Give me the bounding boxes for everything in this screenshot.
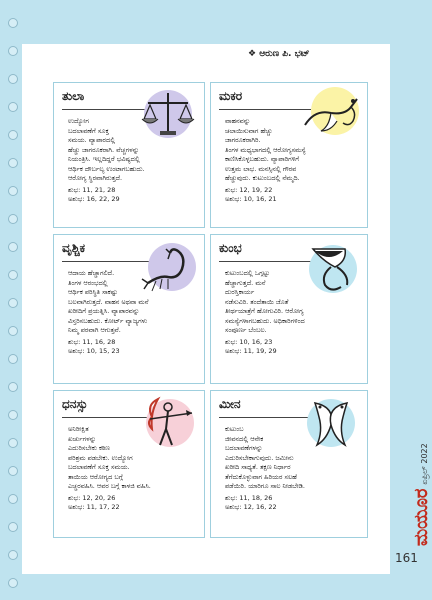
panel-makara [210,82,368,228]
panel-body: ವಾಹನವನ್ನು ಚಲಾಯಿಸುವಾಗ ಹೆಚ್ಚು ಜಾಗರೂಕರಾಗಿರಿ. ತಿಂಗಳ ಮಧ್ಯಭಾಗದಲ್ಲಿ ಆರೋಗ್ಯಸಮಸ್ಯೆ ಕಾಣಿಸಿಕೊಳ್ಳಬಹುದು. ವ್ಯಾಪಾರಿಗಳಿಗೆ ಉತ್ತಮ ಲಾಭ. ಮನಸ್ಸಿನಲ್ಲಿ ಗೌರವ ಹೆಚ್ಚುವುದು. ಕುಟುಂಬದಲ್ಲಿ ನೆಮ್ಮದಿ. ಶುಭ: 12, 19, 22 ಅಶುಭ: 10, 16, 21 [225,117,373,205]
panel-title: ಕುಂಭ [219,241,242,255]
unlucky-days: ಅಶುಭ: 11, 19, 29 [225,347,277,355]
unlucky-days: ಅಶುಭ: 10, 16, 21 [225,195,277,203]
panel-vrishchika [53,234,205,384]
unlucky-days: ಅಶುಭ: 16, 22, 29 [68,195,120,203]
page-number: 161 [395,551,418,565]
panel-tula [53,82,205,228]
panel-title: ಮಕರ [219,89,243,103]
panel-title: ಮೀನ [219,397,241,411]
panel-meena [210,390,368,538]
lucky-days: ಶುಭ: 12, 20, 26 [68,493,116,502]
lucky-days: ಶುಭ: 11, 16, 28 [68,337,116,346]
panel-body: ಅನಿರೀಕ್ಷಿತ ಖರ್ಚುಗಳನ್ನು ಎದುರಿಸಬೇಕು ಕಠಿಣ ಪರಿಶ್ರಮ ಪಡಬೇಕು. ಉದ್ಯೋಗ ಬದಲಾವಣೆಗೆ ಸೂಕ್ತ ಸಮಯ. ತಾಯಿಯ ಆರೋಗ್ಯದ ಬಗ್ಗೆ ಎಚ್ಚರವಹಿಸಿ. ಆವರ ಬಗ್ಗೆ ಕಾಳಜಿ ವಹಿಸಿ. ಶುಭ: 12, 20, 26 ಅಶುಭ: 11, 17, 22 [68,425,216,513]
lucky-days: ಶುಭ: 11, 18, 26 [225,493,273,502]
magazine-sidebar [393,436,432,546]
lucky-days: ಶುಭ: 12, 19, 22 [225,185,273,194]
panel-body: ಕುಟುಂಬದಲ್ಲಿ ಒಗ್ಗಟ್ಟು ಹೆಚ್ಚಾಗುತ್ತದೆ. ಮನೆ ದುರಸ್ತಿಕಾರ್ಯ ನಡೆಸುವಿರಿ. ತಂದೆತಾಯಿ ಜೊತೆ ತೀರ್ಥಯಾತ್ರೆಗೆ ಹೋಗುವಿರಿ. ಆರೋಗ್ಯ ಸಮಸ್ಯೆಗಳಾಗಬಹುದು. ಅಧಿಕಾರಿಗಳಿಂದ ಸಂಪೂರ್ಣ ಬೆಂಬಲ. ಶುಭ: 10, 16, 23 ಅಶುಭ: 11, 19, 29 [225,269,373,357]
unlucky-days: ಅಶುಭ: 11, 17, 22 [68,503,120,511]
panel-body: ಕುಟುಂಬ ಜೀವನದಲ್ಲಿ ಆನೇಕ ಬದಲಾವಣೆಗಳನ್ನು ಎದುರಿಸಬೇಕಾಗುವುದು. ಜಮೀನು ಖರೀದಿ ಸಾಧ್ಯತೆ. ತಕ್ಷಣ ನಿರ್ಧಾರ ತೆಗೆದುಕೊಳ್ಳುವಾಗ ಹಿರಿಯರ ಸಲಹೆ ಪಡೆಯಿರಿ. ಯಾರಿಗೂ ಸಾಲ ನೀಡಬೇಡಿ. ಶುಭ: 11, 18, 26 ಅಶುಭ: 12, 16, 22 [225,425,373,513]
panel-body: ಉದ್ಯೋಗ ಬದಲಾವಣೆಗೆ ಸೂಕ್ತ ಸಮಯ. ವ್ಯಾಪಾರದಲ್ಲಿ ಹೆಚ್ಚು ಜಾಗರೂಕರಾಗಿ. ವೆಚ್ಚಗಳನ್ನು ನಿಯಂತ್ರಿಸಿ. ಇಲ್ಲದಿದ್ದರೆ ಭವಿಷ್ಯದಲ್ಲಿ ಆರ್ಥಿಕ ದೌರ್ಬಲ್ಯ ಉಂಟಾಗಬಹುದು. ಆರೋಗ್ಯ ಸ್ಥಿರವಾಗಿರುತ್ತದೆ. ಶುಭ: 11, 21, 28 ಅಶುಭ: 16, 22, 29 [68,117,216,205]
panel-dhanassu [53,390,205,538]
panel-title: ತುಲಾ [62,89,85,103]
unlucky-days: ಅಶುಭ: 10, 15, 23 [68,347,120,355]
panel-title: ವೃಶ್ಚಿಕ [62,241,86,255]
byline: ❖ ಆರುಣ ಪಿ. ಭಟ್ [248,49,310,59]
lucky-days: ಶುಭ: 11, 21, 28 [68,185,116,194]
panel-title: ಧನಸ್ಸು [62,397,88,411]
magazine-name: ಮಯೂರ [411,488,432,546]
lucky-days: ಶುಭ: 10, 16, 23 [225,337,273,346]
binding-rings [8,0,18,600]
panel-body: ಆದಾಯ ಹೆಚ್ಚಾಗಲಿದೆ. ತಿಂಗಳ ಆರಂಭದಲ್ಲಿ ಆರ್ಥಿಕ ಪರಿಸ್ಥಿತಿ ಸಾಕಷ್ಟು ಬಲವಾಗಿರುತ್ತದೆ. ವಾಹನ ಅಥವಾ ಮನೆ ಖರೀದಿಗೆ ಪ್ರಯತ್ನಿಸಿ. ವ್ಯಾಪಾರವನ್ನು ವಿಸ್ತರಿಸಬಹುದು. ಕೋರ್ಟ್ ವ್ಯಾಜ್ಯಗಳು ನಿಮ್ಮ ಪರವಾಗಿ ಆಗುತ್ತವೆ. ಶುಭ: 11, 16, 28 ಅಶುಭ: 10, 15, 23 [68,269,216,357]
panel-kumbha [210,234,368,384]
issue-date: ಏಪ್ರಿಲ್ 2022 [420,443,429,485]
unlucky-days: ಅಶುಭ: 12, 16, 22 [225,503,277,511]
